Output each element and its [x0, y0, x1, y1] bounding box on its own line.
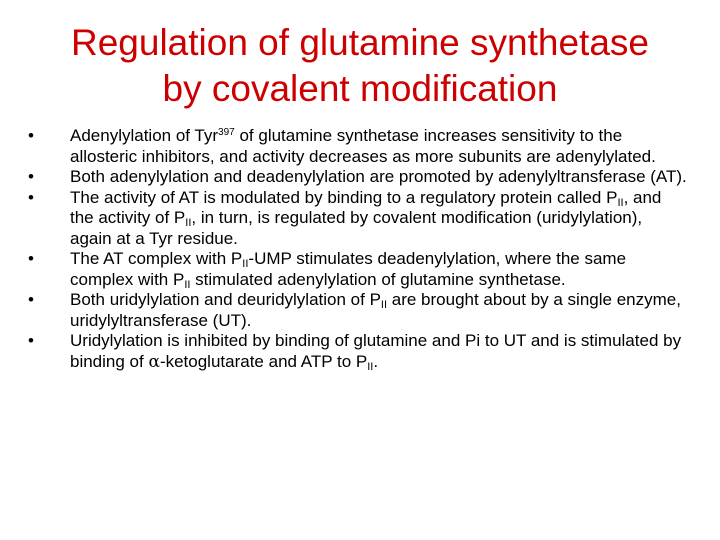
- bullet-item-at-complex: [28, 249, 688, 290]
- bullet-text: -ketoglutarate and ATP to P: [159, 351, 368, 371]
- subscript-ii: II: [242, 258, 249, 270]
- bullet-text: are brought about by a single enzyme, uridylyltransferase (UT).: [70, 290, 681, 330]
- slide-title: [20, 20, 700, 112]
- superscript-397: 397: [218, 127, 235, 138]
- bullet-text: of glutamine synthetase increases sensitivity to the allosteric inhibitors, and activity decreases as more subunits are adenylylated.: [70, 126, 656, 166]
- bullet-text: Adenylylation of Tyr: [70, 126, 219, 145]
- bullet-icon: •: [28, 290, 34, 309]
- bullet-icon: •: [28, 249, 34, 268]
- bullet-text: Both uridylylation and deuridylylation of P: [70, 290, 381, 309]
- subscript-ii: II: [367, 360, 374, 373]
- title-line-1: Regulation of glutamine synthetase: [71, 22, 649, 63]
- bullet-icon: •: [28, 126, 34, 145]
- bullet-text: -UMP stimulates deadenylylation, where the same complex with P: [70, 249, 627, 289]
- bullet-text: Both adenylylation and deadenylylation are promoted by adenylyltransferase (AT).: [70, 167, 687, 186]
- alpha-symbol: α: [148, 351, 160, 372]
- bullet-item-at-promotion: [28, 167, 688, 188]
- bullet-text: Uridylylation is inhibited by binding of glutamine and Pi to UT and is stimulated by binding of: [70, 331, 682, 371]
- subscript-ii: II: [185, 217, 192, 229]
- bullet-item-at-modulation: [28, 188, 688, 250]
- bullet-item-uridylylation-regulation: [28, 331, 688, 372]
- bullet-icon: •: [28, 167, 34, 186]
- bullet-text: The AT complex with P: [70, 249, 243, 268]
- subscript-ii: II: [380, 299, 388, 311]
- bullet-icon: •: [28, 187, 34, 207]
- title-line-2: by covalent modification: [162, 68, 558, 109]
- bullet-list: [28, 126, 688, 372]
- bullet-icon: •: [28, 331, 34, 350]
- bullet-text: , and the activity of P: [70, 187, 662, 227]
- bullet-text: The activity of AT is modulated by binding to a regulatory protein called P: [70, 187, 618, 207]
- subscript-ii: II: [184, 278, 191, 291]
- subscript-ii: II: [617, 196, 624, 209]
- bullet-item-uridylylation-enzyme: [28, 290, 688, 331]
- bullet-text: stimulated adenylylation of glutamine synthetase.: [190, 269, 566, 289]
- bullet-item-adenylylation: [28, 126, 688, 167]
- bullet-text: , in turn, is regulated by covalent modification (uridylylation), again at a Tyr residue.: [70, 208, 643, 248]
- bullet-text: .: [373, 351, 379, 371]
